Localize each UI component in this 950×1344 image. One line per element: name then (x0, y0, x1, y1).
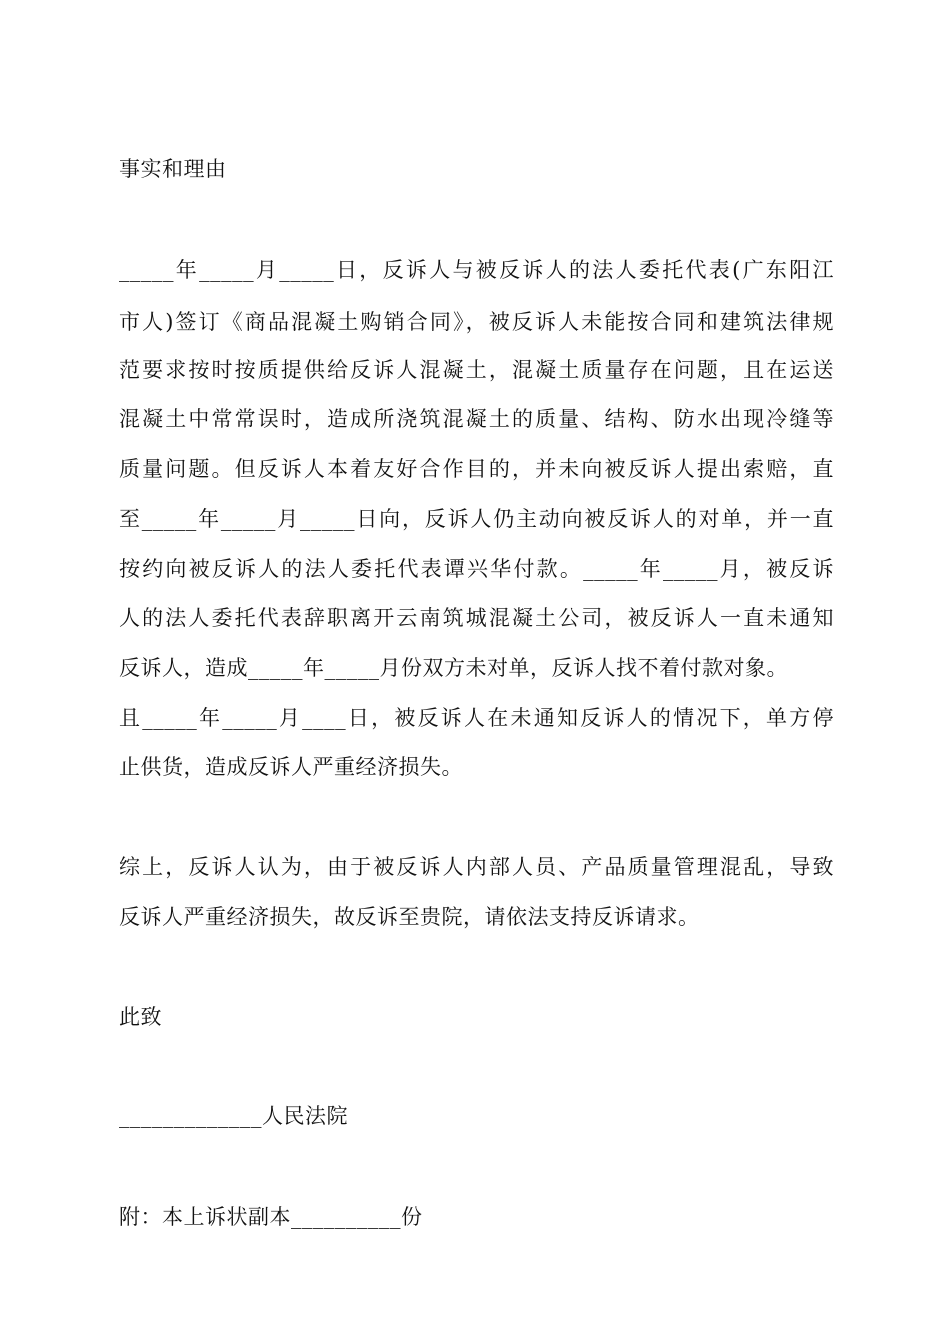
paragraph-2-line-2: 反诉人严重经济损失，故反诉至贵院，请依法支持反诉请求。 (119, 905, 700, 929)
paragraph-1-line-5: 质量问题。但反诉人本着友好合作目的，并未向被反诉人提出索赔，直 (119, 457, 834, 481)
salutation: 此致 (119, 1005, 162, 1029)
paragraph-1-line-1: _____年_____月_____日，反诉人与被反诉人的法人委托代表(广东阳江 (119, 258, 834, 282)
paragraph-1-line-10: 且_____年_____月____日，被反诉人在未通知反诉人的情况下，单方停 (119, 706, 834, 730)
paragraph-1-line-9: 反诉人，造成_____年_____月份双方未对单，反诉人找不着付款对象。 (119, 656, 788, 680)
attachment-note: 附：本上诉状副本__________份 (119, 1205, 423, 1229)
paragraph-1-line-3: 范要求按时按质提供给反诉人混凝土，混凝土质量存在问题，且在运送 (119, 358, 834, 382)
paragraph-1-line-6: 至_____年_____月_____日向，反诉人仍主动向被反诉人的对单，并一直 (119, 507, 834, 531)
paragraph-1-line-2: 市人)签订《商品混凝土购销合同》，被反诉人未能按合同和建筑法律规 (119, 310, 834, 334)
paragraph-2-line-1: 综上，反诉人认为，由于被反诉人内部人员、产品质量管理混乱，导致 (119, 855, 834, 879)
paragraph-1-line-8: 人的法人委托代表辞职离开云南筑城混凝土公司，被反诉人一直未通知 (119, 606, 834, 630)
section-heading: 事实和理由 (119, 157, 227, 181)
paragraph-1-line-7: 按约向被反诉人的法人委托代表谭兴华付款。_____年_____月，被反诉 (119, 557, 834, 581)
paragraph-1-line-11: 止供货，造成反诉人严重经济损失。 (119, 755, 463, 779)
paragraph-1-line-4: 混凝土中常常误时，造成所浇筑混凝土的质量、结构、防水出现冷缝等 (119, 407, 834, 431)
court-addressee: _____________人民法院 (119, 1104, 348, 1128)
